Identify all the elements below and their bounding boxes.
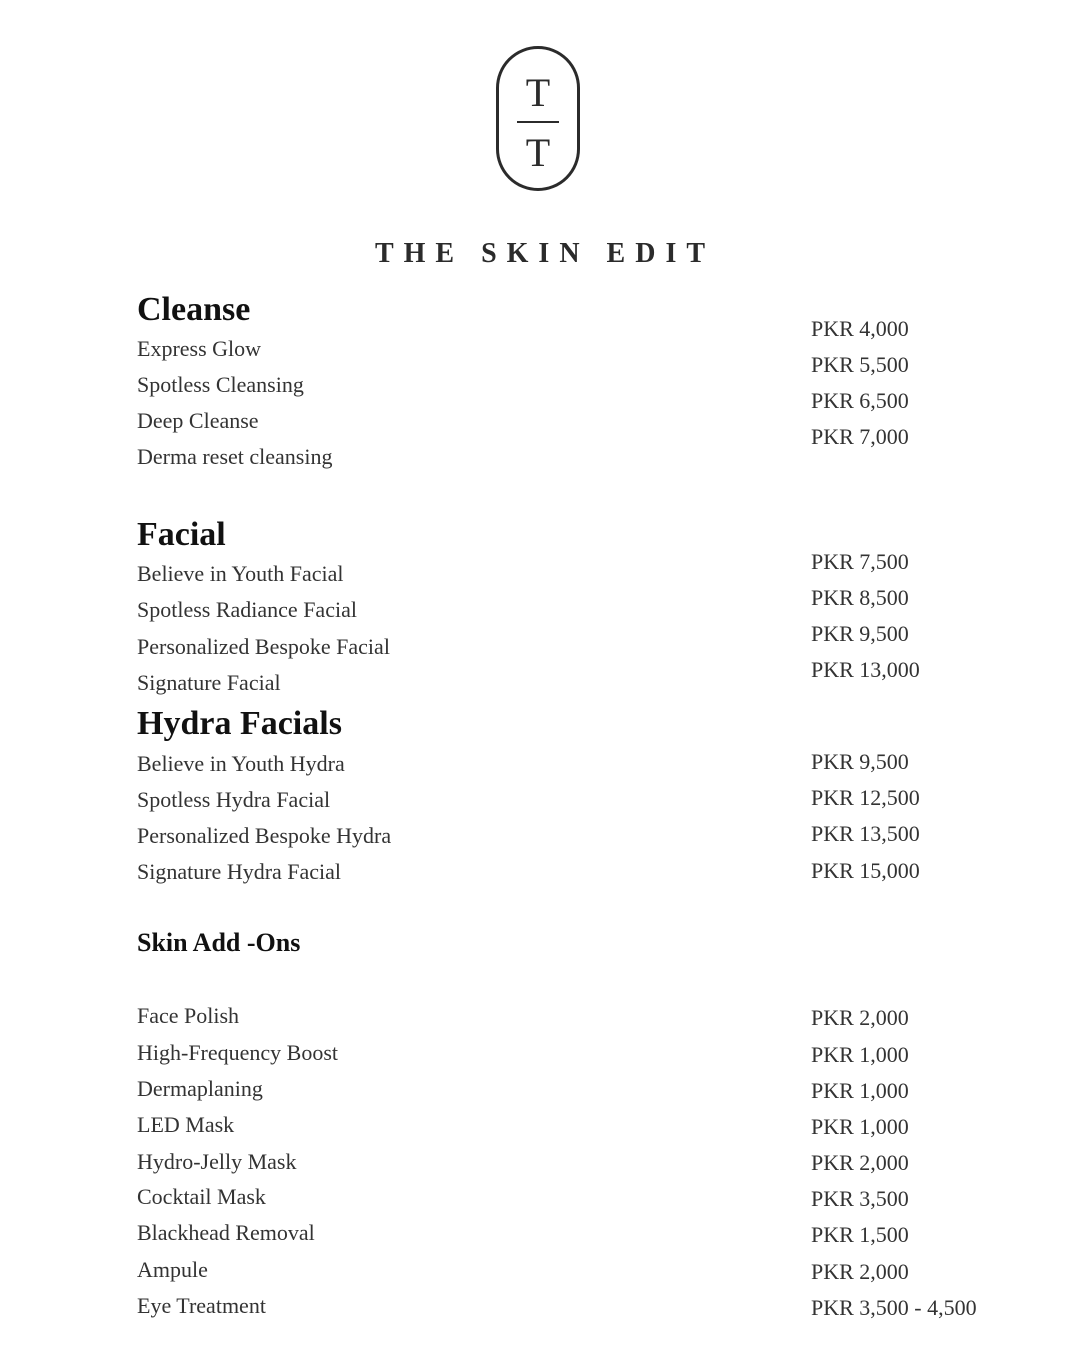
service-item: Believe in Youth Hydra [137, 751, 345, 776]
logo-divider [517, 121, 559, 123]
page-title: THE SKIN EDIT [374, 238, 716, 269]
service-item: Blackhead Removal [137, 1220, 315, 1245]
service-price: PKR 13,000 [811, 657, 920, 682]
service-price: PKR 1,000 [811, 1114, 909, 1139]
service-item: Spotless Hydra Facial [137, 787, 331, 812]
service-price: PKR 7,500 [811, 549, 909, 574]
service-item: Believe in Youth Facial [137, 561, 344, 586]
service-price: PKR 1,000 [811, 1042, 909, 1067]
service-item: Signature Facial [137, 670, 281, 695]
service-price: PKR 3,500 - 4,500 [811, 1295, 977, 1320]
service-item: Personalized Bespoke Hydra [137, 823, 392, 848]
service-item: Face Polish [137, 1003, 240, 1028]
service-item: Express Glow [137, 336, 262, 361]
brand-logo [496, 46, 580, 191]
section-heading-skin-add-ons: Skin Add -Ons [137, 928, 301, 957]
service-price: PKR 2,000 [811, 1259, 909, 1284]
service-item: Deep Cleanse [137, 408, 259, 433]
service-price: PKR 2,000 [811, 1005, 909, 1030]
logo-letter-top: T [525, 70, 551, 115]
service-price: PKR 5,500 [811, 352, 909, 377]
service-price: PKR 2,000 [811, 1150, 909, 1175]
service-price: PKR 1,000 [811, 1078, 909, 1103]
service-item: High-Frequency Boost [137, 1040, 339, 1065]
section-heading-cleanse: Cleanse [137, 291, 251, 328]
service-item: Ampule [137, 1257, 208, 1282]
service-item: Spotless Cleansing [137, 372, 304, 397]
service-item: Eye Treatment [137, 1293, 266, 1318]
service-item: Cocktail Mask [137, 1184, 266, 1209]
service-price: PKR 8,500 [811, 585, 909, 610]
service-item: Signature Hydra Facial [137, 859, 342, 884]
service-price: PKR 9,500 [811, 621, 909, 646]
service-item: Dermaplaning [137, 1076, 263, 1101]
service-price: PKR 7,000 [811, 424, 909, 449]
service-price: PKR 4,000 [811, 316, 909, 341]
section-heading-facial: Facial [137, 516, 226, 553]
service-price: PKR 6,500 [811, 388, 909, 413]
service-price: PKR 12,500 [811, 785, 920, 810]
service-price: PKR 15,000 [811, 858, 920, 883]
service-item: LED Mask [137, 1112, 235, 1137]
service-price: PKR 13,500 [811, 821, 920, 846]
service-price: PKR 9,500 [811, 749, 909, 774]
service-price: PKR 1,500 [811, 1222, 909, 1247]
logo-letter-bottom: T [525, 130, 551, 175]
service-item: Spotless Radiance Facial [137, 597, 357, 622]
service-price: PKR 3,500 [811, 1186, 909, 1211]
service-item: Hydro-Jelly Mask [137, 1149, 297, 1174]
section-heading-hydra-facials: Hydra Facials [137, 705, 342, 742]
service-item: Personalized Bespoke Facial [137, 634, 390, 659]
service-item: Derma reset cleansing [137, 444, 333, 469]
